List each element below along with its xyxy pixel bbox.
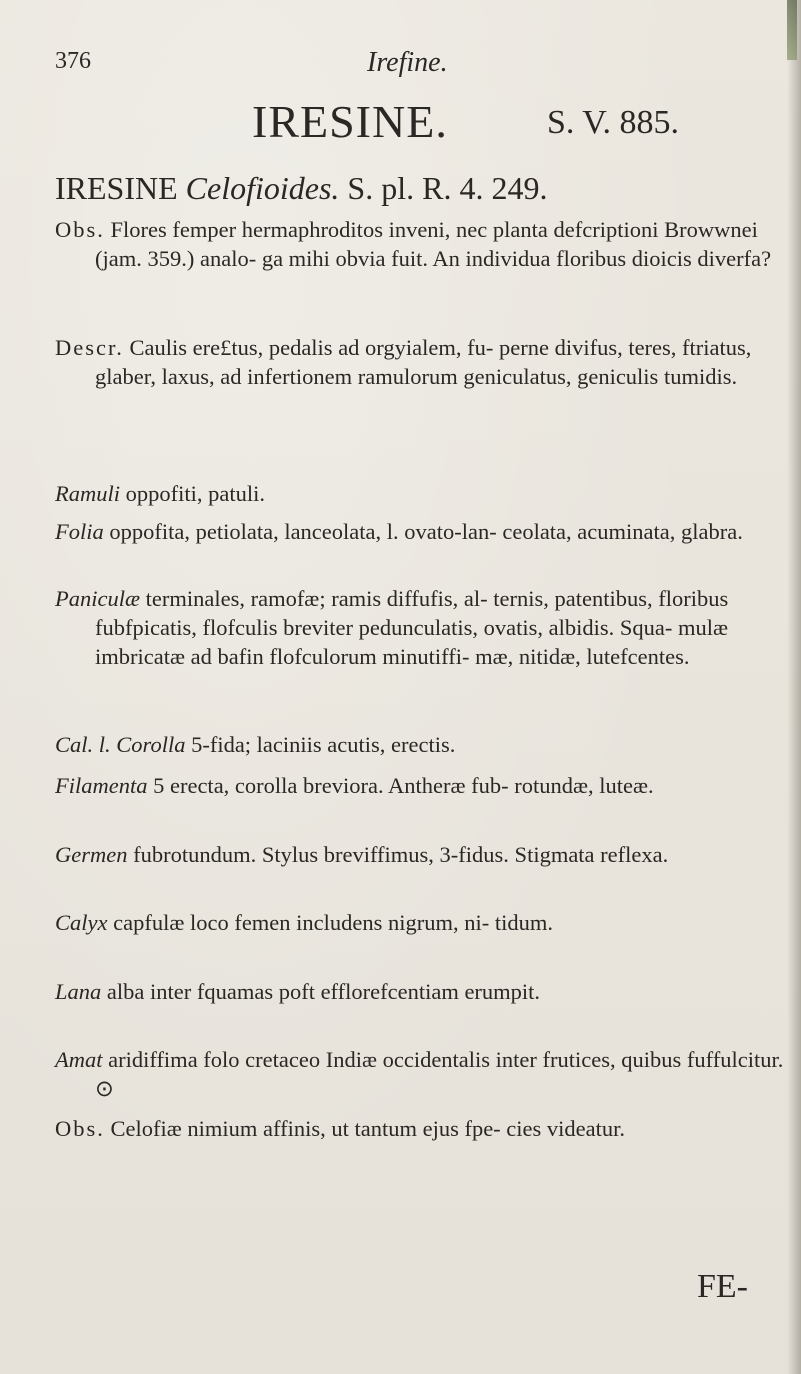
- page-number: 376: [55, 48, 91, 74]
- para-text: alba inter fquamas poft efflorefcentiam erumpit.: [106, 979, 541, 1004]
- para-lead: Cal. l. Corolla: [55, 732, 186, 757]
- catchword: FE-: [697, 1268, 748, 1305]
- para-lead: Folia: [55, 519, 104, 544]
- para-text: Celofiæ nimium affinis, ut tantum ejus fpe- cies videatur.: [110, 1116, 626, 1141]
- obs-paragraph: [55, 215, 785, 273]
- para-text: aridiffima folo cretaceo Indiæ occidentalis inter frutices, quibus fuffulcitur. ⊙: [95, 1047, 784, 1101]
- para-lead: Obs.: [55, 217, 105, 242]
- para-text: capfulæ loco femen includens nigrum, ni- tidum.: [113, 910, 554, 935]
- calyx-paragraph: [55, 908, 785, 937]
- para-text: Caulis ere£tus, pedalis ad orgyialem, fu- perne divifus, teres, ftriatus, glaber, laxus, ad infertionem ramulorum geniculatus, geniculis tumidis.: [95, 335, 752, 389]
- para-lead: Germen: [55, 842, 128, 867]
- species-entry: [55, 170, 547, 207]
- filamenta-paragraph: [55, 771, 785, 800]
- page-edge-shadow: [787, 0, 801, 1374]
- class-reference: S. V. 885.: [547, 104, 679, 141]
- calyx-corolla-paragraph: [55, 730, 785, 759]
- para-lead: Obs.: [55, 1116, 105, 1141]
- para-lead: Filamenta: [55, 773, 148, 798]
- habitat-paragraph: [55, 1045, 785, 1103]
- running-title: Irefine.: [367, 47, 448, 78]
- folia-paragraph: [55, 517, 785, 546]
- entry-genus: IRESINE: [55, 170, 178, 206]
- para-text: 5 erecta, corolla breviora. Antheræ fub- rotundæ, luteæ.: [153, 773, 654, 798]
- para-text: oppofita, petiolata, lanceolata, l. ovato-lan- ceolata, acuminata, glabra.: [109, 519, 743, 544]
- para-lead: Paniculæ: [55, 586, 140, 611]
- final-obs-paragraph: [55, 1114, 785, 1143]
- ramuli-paragraph: [55, 479, 785, 508]
- para-lead: Calyx: [55, 910, 108, 935]
- para-text: Flores femper hermaphroditos inveni, nec planta defcriptioni Browwnei (jam. 359.) analo- ga mihi obvia fuit. An individua floribus dioicis diverfa?: [95, 217, 772, 271]
- lana-paragraph: [55, 977, 785, 1006]
- para-lead: Amat: [55, 1047, 103, 1072]
- paniculae-paragraph: [55, 584, 785, 671]
- para-lead: Ramuli: [55, 481, 120, 506]
- germen-paragraph: [55, 840, 785, 869]
- para-text: fubrotundum. Stylus breviffimus, 3-fidus. Stigmata reflexa.: [133, 842, 669, 867]
- genus-title: IRESINE.: [252, 96, 448, 147]
- entry-reference: S. pl. R. 4. 249.: [347, 170, 548, 206]
- entry-species: Celofioides.: [185, 170, 340, 206]
- para-text: terminales, ramofæ; ramis diffufis, al- ternis, patentibus, floribus fubfpicatis, flofculis breviter pedunculatis, ovatis, albidis. Squa- mulæ imbricatæ ad bafin flofculorum minutiffi- mæ, nitidæ, lutefcentes.: [95, 586, 729, 669]
- para-text: 5-fida; laciniis acutis, erectis.: [191, 732, 456, 757]
- para-text: oppofiti, patuli.: [125, 481, 265, 506]
- para-lead: Descr.: [55, 335, 124, 360]
- descr-paragraph: [55, 333, 785, 391]
- page-edge-mark: [787, 0, 797, 60]
- para-lead: Lana: [55, 979, 102, 1004]
